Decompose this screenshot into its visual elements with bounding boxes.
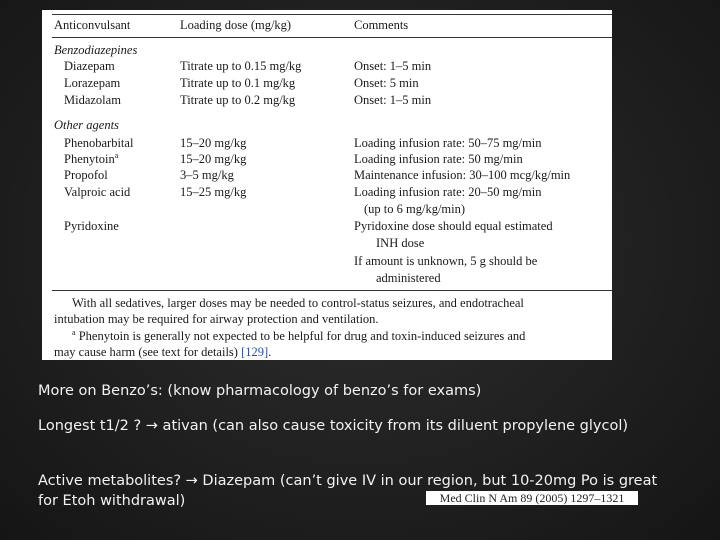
dose-phenobarbital: 15–20 mg/kg [180, 136, 247, 150]
comment-valproic-extra: (up to 6 mg/kg/min) [364, 202, 466, 216]
comment-midazolam: Onset: 1–5 min [354, 93, 432, 107]
comment-diazepam: Onset: 1–5 min [354, 59, 432, 73]
note-benzo-pharmacology: More on Benzo’s: (know pharmacology of benzo’s for exams) [38, 383, 482, 399]
comment-pyridoxine-3: If amount is unknown, 5 g should be [354, 254, 538, 268]
comment-pyridoxine-1: Pyridoxine dose should equal estimated [354, 219, 553, 233]
dose-lorazepam: Titrate up to 0.1 mg/kg [180, 76, 296, 90]
drug-midazolam: Midazolam [64, 93, 121, 107]
footnote-a-mark: a [72, 327, 76, 337]
comment-valproic-acid: Loading infusion rate: 20–50 mg/min [354, 185, 542, 199]
comment-pyridoxine-2: INH dose [376, 236, 425, 250]
drug-propofol: Propofol [64, 168, 108, 182]
drug-pyridoxine: Pyridoxine [64, 219, 119, 233]
dose-propofol: 3–5 mg/kg [180, 168, 234, 182]
footer-rule [52, 290, 612, 291]
header-rule [52, 37, 612, 38]
comment-phenobarbital: Loading infusion rate: 50–75 mg/min [354, 136, 542, 150]
top-rule [52, 14, 612, 15]
dose-midazolam: Titrate up to 0.2 mg/kg [180, 93, 296, 107]
drug-lorazepam: Lorazepam [64, 76, 121, 90]
note-active-metabolites: Active metabolites? → Diazepam (can’t give IV in our region, but 10-20mg Po is great for Etoh withdrawal) [38, 473, 658, 509]
dose-valproic-acid: 15–25 mg/kg [180, 185, 247, 199]
footnote-a-line-2 [54, 345, 271, 359]
drug-valproic-acid: Valproic acid [64, 185, 131, 199]
anticonvulsant-table [42, 10, 612, 360]
header-anticonvulsant: Anticonvulsant [54, 18, 131, 32]
group-other-agents: Other agents [54, 118, 119, 132]
note-longest-half-life: Longest t1/2 ? → ativan (can also cause toxicity from its diluent propylene glycol) [38, 418, 629, 434]
footnote-a-text2: may cause harm (see text for details) [54, 345, 242, 359]
drug-phenytoin-name: Phenytoin [64, 152, 115, 166]
comment-pyridoxine-4: administered [376, 271, 441, 285]
drug-phenobarbital: Phenobarbital [64, 136, 134, 150]
dose-phenytoin: 15–20 mg/kg [180, 152, 247, 166]
drug-diazepam: Diazepam [64, 59, 115, 73]
footnote-end: . [268, 345, 272, 359]
footnote-a-text: Phenytoin is generally not expected to be helpful for drug and toxin-induced seizures and [75, 329, 526, 343]
footnote-line-1: With all sedatives, larger doses may be needed to control-status seizures, and endotracheal [72, 296, 524, 310]
journal-citation: Med Clin N Am 89 (2005) 1297–1321 [426, 491, 638, 505]
header-comments: Comments [354, 18, 409, 32]
header-loading-dose: Loading dose (mg/kg) [180, 18, 292, 32]
drug-phenytoin [64, 152, 118, 166]
group-benzodiazepines: Benzodiazepines [54, 43, 138, 57]
footnote-reference-link[interactable]: [129] [241, 345, 269, 359]
comment-propofol: Maintenance infusion: 30–100 mcg/kg/min [354, 168, 571, 182]
footnote-a-line-1 [72, 329, 525, 343]
dose-diazepam: Titrate up to 0.15 mg/kg [180, 59, 302, 73]
comment-lorazepam: Onset: 5 min [354, 76, 419, 90]
footnote-line-2: intubation may be required for airway protection and ventilation. [54, 312, 379, 326]
comment-phenytoin: Loading infusion rate: 50 mg/min [354, 152, 523, 166]
phenytoin-footnote-mark: a [114, 150, 119, 160]
